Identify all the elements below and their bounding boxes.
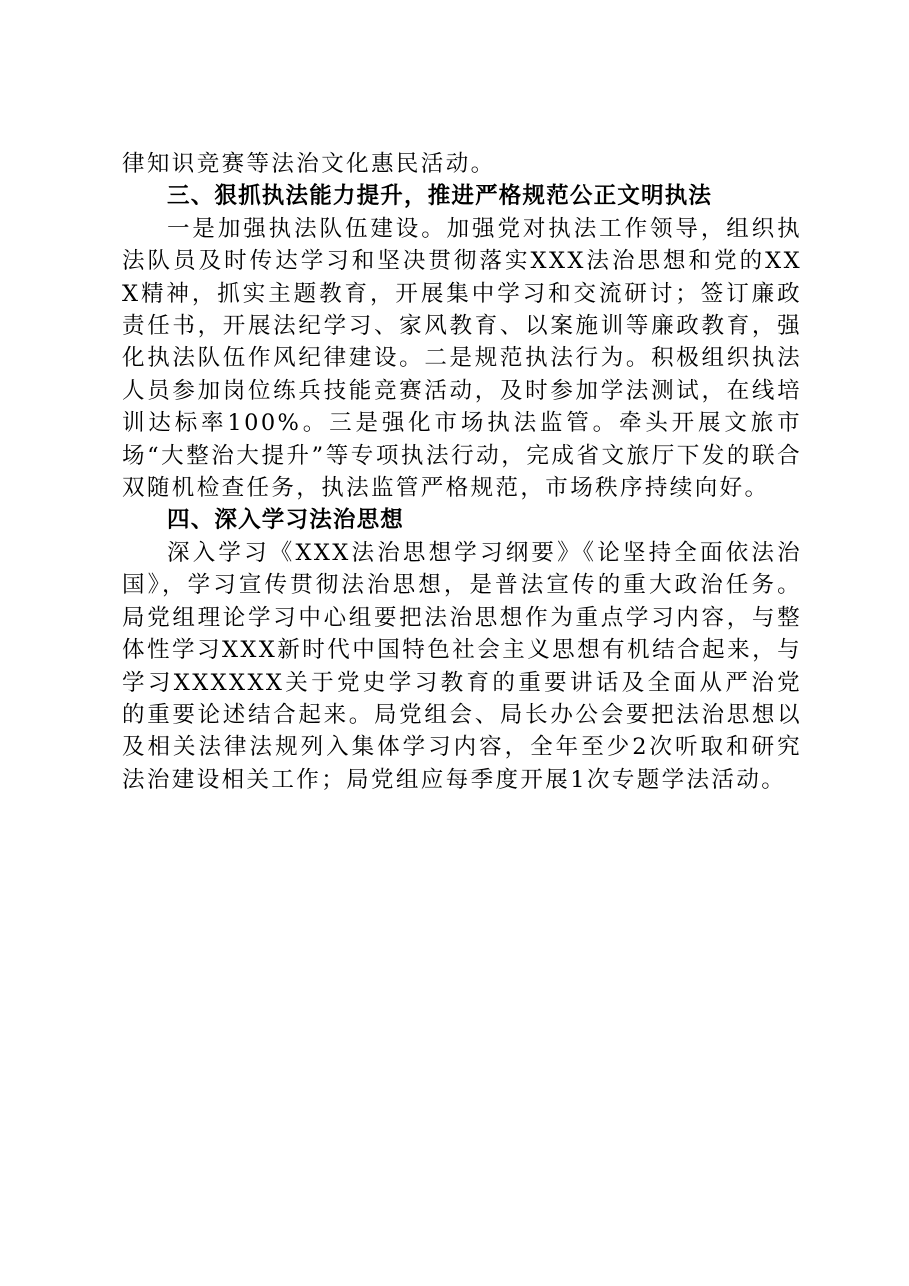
section-4-paragraph: 深入学习《XXX法治思想学习纲要》《论坚持全面依法治国》，学习宣传贯彻法治思想，是普法宣传的重大政治任务。局党组理论学习中心组要把法治思想作为重点学习内容，与整体性学习XXX新时代中国特色社会主义思想有机结合起来，与学习XXXXXX关于党史学习教育的重要讲话及全面从严治党的重要论述结合起来。局党组会、局长办公会要把法治思想以及相关法律法规列入集体学习内容，全年至少2次听取和研究法治建设相关工作；局党组应每季度开展1次专题学法活动。 bbox=[122, 539, 802, 793]
continuation-paragraph: 律知识竞赛等法治文化惠民活动。 bbox=[122, 151, 496, 177]
section-4-heading: 四、深入学习法治思想 bbox=[167, 507, 405, 534]
document-body bbox=[122, 148, 802, 796]
section-3-heading: 三、狠抓执法能力提升，推进严格规范公正文明执法 bbox=[167, 183, 713, 210]
section-3-paragraph: 一是加强执法队伍建设。加强党对执法工作领导，组织执法队员及时传达学习和坚决贯彻落实XXX法治思想和党的XXX精神，抓实主题教育，开展集中学习和交流研讨；签订廉政责任书，开展法纪学习、家风教育、以案施训等廉政教育，强化执法队伍作风纪律建设。二是规范执法行为。积极组织执法人员参加岗位练兵技能竞赛活动，及时参加学法测试，在线培训达标率100%。三是强化市场执法监管。牵头开展文旅市场“大整治大提升”等专项执法行动，完成省文旅厅下发的联合双随机检查任务，执法监管严格规范，市场秩序持续向好。 bbox=[122, 215, 802, 502]
